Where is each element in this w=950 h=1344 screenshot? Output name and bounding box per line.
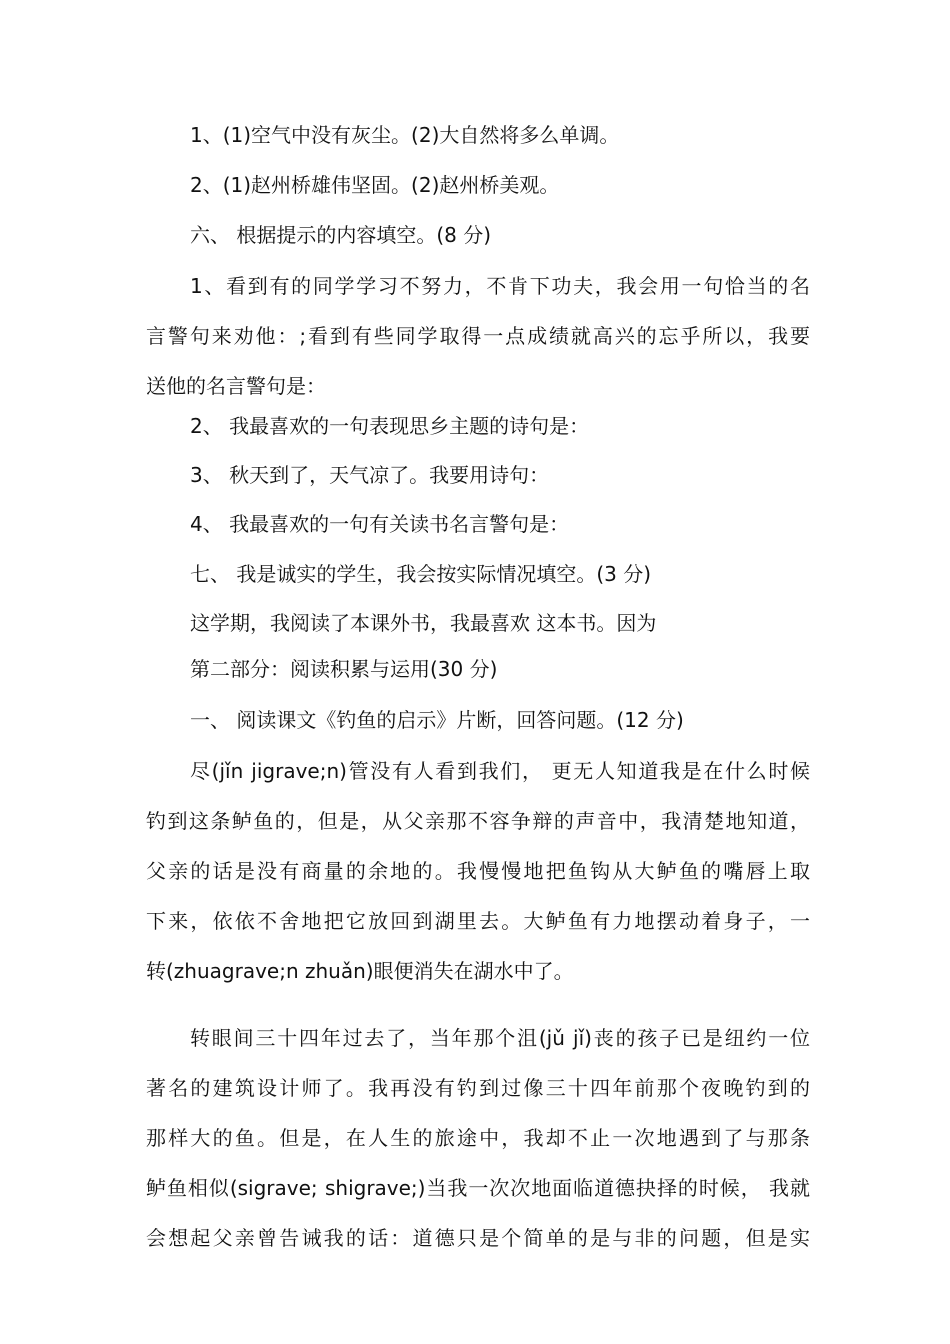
part-two-heading: 第二部分：阅读积累与运用(30 分) [190,657,498,681]
section-heading-7: 七、 我是诚实的学生，我会按实际情况填空。(3 分) [190,562,652,586]
reading-statement: 这学期，我阅读了本课外书，我最喜欢 这本书。因为 [190,611,657,635]
question-1-line-1: 1、看到有的同学学习不努力，不肯下功夫，我会用一句恰当的名 [190,274,810,298]
passage-2-line-3: 那样大的鱼。但是，在人生的旅途中，我却不止一次地遇到了与那条 [146,1126,810,1150]
passage-2-line-2: 著名的建筑设计师了。我再没有钓到过像三十四年前那个夜晚钓到的 [146,1076,810,1100]
passage-1-line-2: 钓到这条鲈鱼的，但是，从父亲那不容争辩的声音中，我清楚地知道， [146,809,810,833]
question-1-line-2: 言警句来劝他：;看到有些同学取得一点成绩就高兴的忘乎所以，我要 [146,324,810,348]
question-2: 2、 我最喜欢的一句表现思乡主题的诗句是： [190,414,590,438]
question-3: 3、 秋天到了，天气凉了。我要用诗句： [190,463,550,487]
passage-1-line-5: 转(zhuagrave;n zhuǎn)眼便消失在湖水中了。 [146,959,574,983]
passage-1-line-1: 尽(jǐn jigrave;n)管没有人看到我们， 更无人知道我是在什么时候 [190,759,810,783]
answer-line-2: 2、(1)赵州桥雄伟坚固。(2)赵州桥美观。 [190,173,560,197]
passage-2-line-4: 鲈鱼相似(sigrave; shigrave;)当我一次次地面临道德抉择的时候， 我就 [146,1176,810,1200]
passage-2-line-1: 转眼间三十四年过去了，当年那个沮(jǔ jǐ)丧的孩子已是纽约一位 [190,1026,810,1050]
passage-1-line-3: 父亲的话是没有商量的余地的。我慢慢地把鱼钩从大鲈鱼的嘴唇上取 [146,859,810,883]
reading-question-heading: 一、 阅读课文《钓鱼的启示》片断，回答问题。(12 分) [190,708,684,732]
passage-1-line-4: 下来，依依不舍地把它放回到湖里去。大鲈鱼有力地摆动着身子，一 [146,909,810,933]
passage-2-line-5: 会想起父亲曾告诫我的话：道德只是个简单的是与非的问题，但是实 [146,1226,810,1250]
question-1-line-3: 送他的名言警句是： [146,374,326,398]
question-4: 4、 我最喜欢的一句有关读书名言警句是： [190,512,570,536]
answer-line-1: 1、(1)空气中没有灰尘。(2)大自然将多么单调。 [190,123,620,147]
section-heading-6: 六、 根据提示的内容填空。(8 分) [190,223,492,247]
